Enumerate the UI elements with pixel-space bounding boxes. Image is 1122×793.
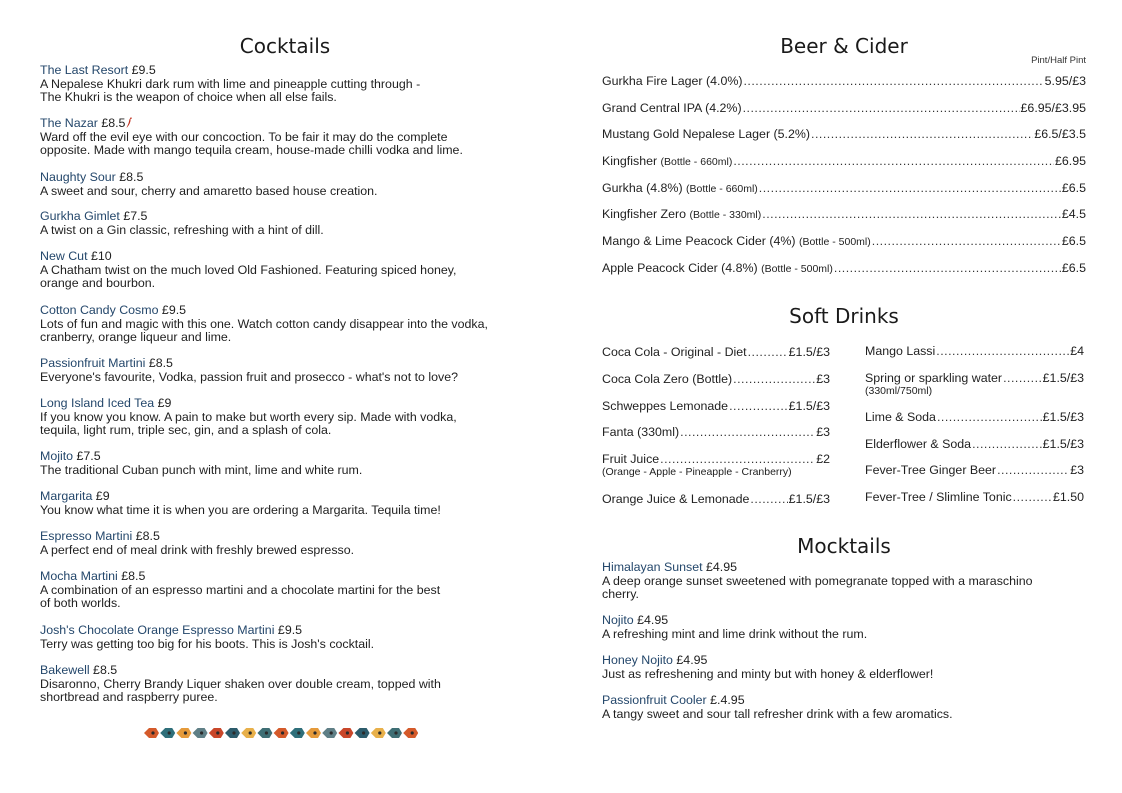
cocktails-title: Cocktails — [239, 34, 331, 58]
border-motif-dot — [168, 731, 171, 734]
beer-item: Apple Peacock Cider (4.8%) (Bottle - 500ml) ..... £6.5 — [602, 261, 1086, 275]
soft-drink-item: Schweppes Lemonade ..... £1.5/£3 — [602, 399, 830, 413]
border-motif-dot — [216, 731, 219, 734]
border-motif-dot — [313, 731, 316, 734]
mocktails-title: Mocktails — [797, 534, 891, 558]
mocktail-item: Honey Nojito £4.95 Just as refreshening and minty but with honey & elderflower! — [602, 653, 934, 681]
cocktails-page — [40, 0, 530, 793]
border-motif-dot — [281, 731, 284, 734]
soft-drink-item: Elderflower & Soda ..... £1.5/£3 — [865, 437, 1084, 451]
cocktail-item: Mocha Martini £8.5 A combination of an espresso martini and a chocolate martini for the best of both worlds. — [40, 569, 441, 610]
cocktail-item: Bakewell £8.5 Disaronno, Cherry Brandy Liquer shaken over double cream, topped with shortbread and raspberry puree. — [40, 663, 441, 704]
beer-item: Mustang Gold Nepalese Lager (5.2%) ..... £6.5/£3.5 — [602, 127, 1086, 141]
border-motif-dot — [200, 731, 203, 734]
beer-item: Mango & Lime Peacock Cider (4%) (Bottle - 500ml) ..... £6.5 — [602, 234, 1086, 248]
cocktail-item: Gurkha Gimlet £7.5 A twist on a Gin classic, refreshing with a hint of dill. — [40, 209, 324, 237]
beer-item: Gurkha Fire Lager (4.0%) ..... 5.95/£3 — [602, 74, 1086, 88]
cocktail-item: The Last Resort £9.5 A Nepalese Khukri dark rum with lime and pineapple cutting through - The Khukri is the weapon of choice when all else fails. — [40, 63, 421, 104]
border-motif-dot — [330, 731, 333, 734]
beer-item: Kingfisher (Bottle - 660ml) ..... £6.95 — [602, 154, 1086, 168]
soft-drink-item: Fever-Tree Ginger Beer ..... £3 — [865, 463, 1084, 477]
soft-drink-item: Coca Cola - Original - Diet ..... £1.5/£3 — [602, 345, 830, 359]
chili-icon — [126, 117, 133, 128]
beer-item: Gurkha (4.8%) (Bottle - 660ml) ..... £6.5 — [602, 181, 1086, 195]
mocktail-item: Nojito £4.95 A refreshing mint and lime drink without the rum. — [602, 613, 868, 641]
cocktail-item: Passionfruit Martini £8.5 Everyone's favourite, Vodka, passion fruit and prosecco - what's not to love? — [40, 356, 458, 384]
soft-drink-item: Lime & Soda ..... £1.5/£3 — [865, 410, 1084, 424]
border-motif-dot — [378, 731, 381, 734]
border-motif-dot — [184, 731, 187, 734]
border-motif-dot — [297, 731, 300, 734]
border-motif-dot — [232, 731, 235, 734]
beer-item: Grand Central IPA (4.2%) ..... £6.95/£3.95 — [602, 101, 1086, 115]
decorative-border-pattern — [142, 726, 418, 740]
cocktail-item: Cotton Candy Cosmo £9.5 Lots of fun and magic with this one. Watch cotton candy disappear into the vodka, cranberry, orange liqueur and lime. — [40, 303, 488, 344]
cocktail-item: The Nazar £8.5 Ward off the evil eye with our concoction. To be fair it may do the complete opposite. Made with mango tequila cream, house-made chilli vodka and lime. — [40, 116, 463, 157]
soft-drink-item: Fanta (330ml) ..... £3 — [602, 425, 830, 439]
soft-drink-item: Coca Cola Zero (Bottle) ..... £3 — [602, 372, 830, 386]
water-size-note: (330ml/750ml) — [865, 385, 933, 397]
mocktail-item: Passionfruit Cooler £.4.95 A tangy sweet and sour tall refresher drink with a few aromatics. — [602, 693, 953, 721]
cocktail-item: Josh's Chocolate Orange Espresso Martini £9.5 Terry was getting too big for his boots. This is Josh's cocktail. — [40, 623, 375, 651]
border-motif-dot — [362, 731, 365, 734]
mocktail-item: Himalayan Sunset £4.95 A deep orange sunset sweetened with pomegranate topped with a maraschino cherry. — [602, 560, 1033, 601]
soft-drink-item: Fruit Juice ..... £2 — [602, 452, 830, 466]
soft-drink-item: Spring or sparkling water ..... £1.5/£3 — [865, 371, 1084, 385]
border-motif-dot — [265, 731, 268, 734]
soft-drink-item: Fever-Tree / Slimline Tonic ..... £1.50 — [865, 490, 1084, 504]
soft-drink-item: Mango Lassi ..... £4 — [865, 344, 1084, 358]
cocktail-item: Mojito £7.5 The traditional Cuban punch with mint, lime and white rum. — [40, 449, 363, 477]
beer-item: Kingfisher Zero (Bottle - 330ml) ..... £4.5 — [602, 207, 1086, 221]
border-motif-dot — [346, 731, 349, 734]
cocktail-item: New Cut £10 A Chatham twist on the much loved Old Fashioned. Featuring spiced honey, orange and bourbon. — [40, 249, 457, 290]
cocktail-item: Margarita £9 You know what time it is when you are ordering a Margarita. Tequila time! — [40, 489, 441, 517]
border-motif — [403, 728, 418, 738]
beer-cider-title: Beer & Cider — [780, 34, 908, 58]
border-motif-dot — [411, 731, 414, 734]
border-motif-dot — [249, 731, 252, 734]
border-motif-dot — [151, 731, 154, 734]
cocktail-item: Naughty Sour £8.5 A sweet and sour, cherry and amaretto based house creation. — [40, 170, 378, 198]
cocktail-item: Long Island Iced Tea £9 If you know you know. A pain to make but worth every sip. Made with vodka, tequila, light rum, triple sec, gin, and a splash of cola. — [40, 396, 457, 437]
soft-drinks-title: Soft Drinks — [789, 304, 899, 328]
pint-half-pint-note: Pint/Half Pint — [1031, 55, 1086, 66]
soft-drink-item: Orange Juice & Lemonade ..... £1.5/£3 — [602, 492, 830, 506]
fruit-juice-note: (Orange - Apple - Pineapple - Cranberry) — [602, 466, 792, 478]
drinks-page — [602, 0, 1086, 793]
border-motif-dot — [394, 731, 397, 734]
cocktail-item: Espresso Martini £8.5 A perfect end of meal drink with freshly brewed espresso. — [40, 529, 355, 557]
